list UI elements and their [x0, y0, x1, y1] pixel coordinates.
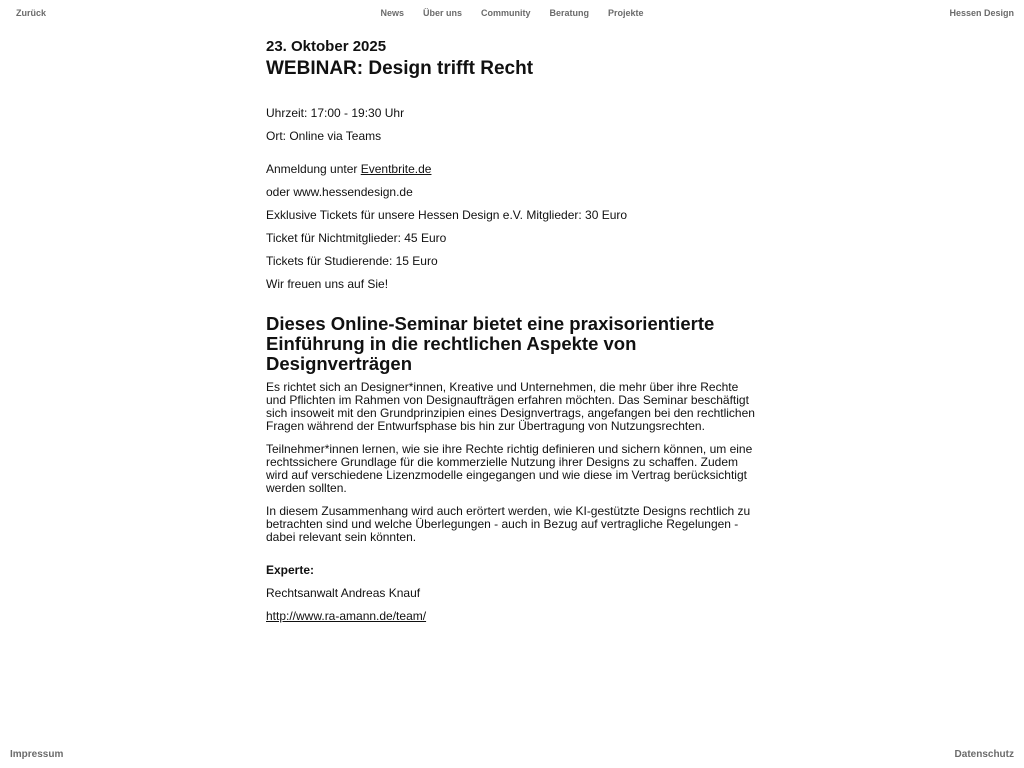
description-heading: Dieses Online-Seminar bietet eine praxisorientierte Einführung in die rechtlichen Aspekte von Designverträgen [266, 313, 715, 374]
event-location: Ort: Online via Teams [266, 129, 382, 143]
back-link[interactable]: Zurück [16, 8, 47, 18]
expert-label: Experte: [266, 563, 315, 577]
event-content [266, 38, 756, 632]
description-paragraph: Es richtet sich an Designer*innen, Kreative und Unternehmen, die mehr über ihre Rechte und Pflichten im Rahmen von Designaufträgen erfahren möchten. Das Seminar beschäftigt sich insoweit mit den Grundprinzipien eines Designvertrags, angefangen bei den rechtlichen Fragen während der Entwurfsphase bis hin zur Übertragung von Nutzungsrechten. [266, 380, 755, 433]
nav-item-beratung[interactable]: Beratung [549, 8, 589, 18]
main-nav [0, 8, 1024, 18]
nav-item-community[interactable]: Community [480, 8, 531, 18]
description-paragraph: Teilnehmer*innen lernen, wie sie ihre Rechte richtig definieren und sichern können, um eine rechtssichere Grundlage für die kommerzielle Nutzung ihrer Designs zu schaffen. Zudem wird auf verschiedene Lizenzmodelle eingegangen und wie diese im Vertrag berücksichtigt werden sollten. [266, 442, 753, 495]
closing-text: Wir freuen uns auf Sie! [266, 277, 389, 291]
event-title: WEBINAR: Design trifft Recht [266, 58, 534, 79]
ticket-students: Tickets für Studierende: 15 Euro [266, 254, 438, 268]
eventbrite-link[interactable]: Eventbrite.de [360, 162, 432, 176]
registration-alt: oder www.hessendesign.de [266, 185, 413, 199]
brand-link[interactable]: Hessen Design [949, 8, 1014, 18]
expert-link[interactable]: http://www.ra-amann.de/team/ [266, 609, 427, 623]
ticket-members: Exklusive Tickets für unsere Hessen Design e.V. Mitglieder: 30 Euro [266, 208, 628, 222]
ticket-nonmembers: Ticket für Nichtmitglieder: 45 Euro [266, 231, 447, 245]
privacy-link[interactable]: Datenschutz [954, 749, 1014, 760]
registration-line [266, 162, 756, 185]
event-time: Uhrzeit: 17:00 - 19:30 Uhr [266, 106, 405, 120]
expert-name: Rechtsanwalt Andreas Knauf [266, 586, 421, 600]
nav-item-news[interactable]: News [380, 8, 404, 18]
imprint-link[interactable]: Impressum [10, 749, 64, 760]
description-paragraph: In diesem Zusammenhang wird auch erörtert werden, wie KI-gestützte Designs rechtlich zu betrachten sind und welche Überlegungen - auch in Bezug auf vertragliche Regelungen - dabei relevant sein könnten. [266, 504, 751, 544]
event-date: 23. Oktober 2025 [266, 38, 387, 55]
registration-prefix: Anmeldung unter [266, 162, 361, 176]
nav-item-projekte[interactable]: Projekte [608, 8, 644, 18]
nav-item-ueber-uns[interactable]: Über uns [422, 8, 462, 18]
